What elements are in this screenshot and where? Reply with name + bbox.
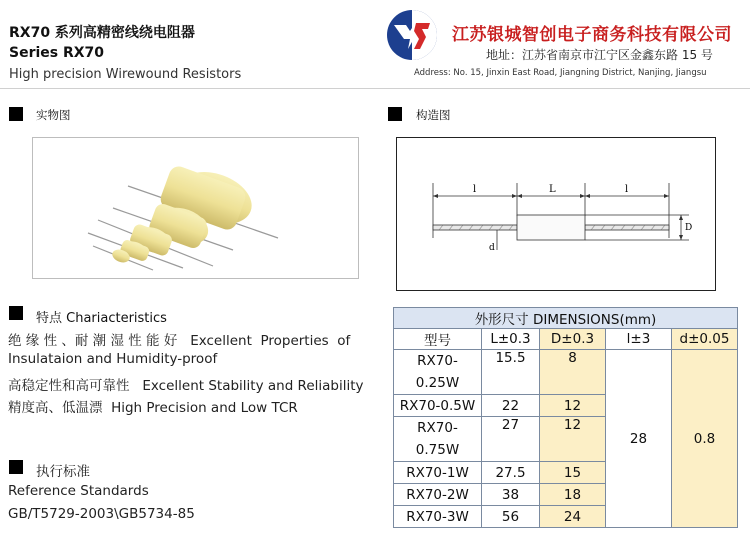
- structure-diagram: [396, 137, 716, 291]
- table-cell-D: 12: [540, 395, 606, 417]
- table-caption: 外形尺寸 DIMENSIONS(mm): [394, 308, 738, 329]
- dim-label-L: L: [549, 184, 556, 195]
- feature-line: 高稳定性和高可靠性 Excellent Stability and Reliability: [8, 378, 364, 394]
- dim-label-l: l: [473, 184, 477, 195]
- table-cell-L: 15.5: [482, 350, 540, 395]
- section-marker-icon: [9, 306, 23, 320]
- table-cell-model: RX70-2W: [394, 484, 482, 506]
- header-divider: [0, 88, 750, 89]
- standards-heading: 执行标准: [36, 464, 90, 480]
- table-cell-L: 27: [482, 417, 540, 462]
- product-photo: [32, 137, 359, 279]
- table-cell-model: RX70-0.5W: [394, 395, 482, 417]
- table-cell-L: 56: [482, 506, 540, 528]
- feature-line: 精度高、低温漂 High Precision and Low TCR: [8, 400, 298, 416]
- table-cell-model: RX70- 0.75W: [394, 417, 482, 462]
- table-cell-D: 18: [540, 484, 606, 506]
- photo-section-label: 实物图: [36, 108, 71, 122]
- feature-line: Insulataion and Humidity-proof: [8, 351, 218, 367]
- table-cell-D: 24: [540, 506, 606, 528]
- header-model: 型号: [394, 329, 482, 350]
- table-cell-model: RX70-3W: [394, 506, 482, 528]
- series-name: Series RX70: [9, 45, 105, 61]
- feature-line: 绝 缘 性 、耐 潮 湿 性 能 好 Excellent Properties of: [8, 333, 351, 349]
- page-title: RX70 系列高精密线绕电阻器: [9, 25, 195, 41]
- structure-section-label: 构造图: [416, 108, 451, 122]
- company-logo: [386, 9, 438, 61]
- table-cell-model: RX70-1W: [394, 462, 482, 484]
- section-marker-icon: [388, 107, 402, 121]
- table-cell-D: 12: [540, 417, 606, 462]
- page-subtitle: High precision Wirewound Resistors: [9, 67, 242, 82]
- standards-codes: GB/T5729-2003\GB5734-85: [8, 506, 195, 522]
- header-D: D±0.3: [540, 329, 606, 350]
- table-cell-model: RX70- 0.25W: [394, 350, 482, 395]
- structure-drawing: [397, 138, 715, 290]
- address-en: Address: No. 15, Jinxin East Road, Jiangning District, Nanjing, Jiangsu: [414, 68, 707, 78]
- dim-label-l2: l: [625, 184, 629, 195]
- dim-label-D: D: [685, 223, 693, 233]
- table-cell-D: 8: [540, 350, 606, 395]
- header-l: l±3: [606, 329, 672, 350]
- section-marker-icon: [9, 107, 23, 121]
- section-marker-icon: [9, 460, 23, 474]
- resistor-photo-illustration: [33, 138, 358, 278]
- standards-line: Reference Standards: [8, 483, 149, 499]
- header-L: L±0.3: [482, 329, 540, 350]
- dimensions-table: [393, 307, 738, 528]
- characteristics-heading: 特点 Chariacteristics: [36, 311, 167, 326]
- table-cell-L: 27.5: [482, 462, 540, 484]
- dim-label-d: d: [489, 243, 495, 253]
- table-cell-d-merged: 0.8: [672, 350, 738, 528]
- table-cell-D: 15: [540, 462, 606, 484]
- header-d: d±0.05: [672, 329, 738, 350]
- table-cell-L: 38: [482, 484, 540, 506]
- address-cn: 地址：江苏省南京市江宁区金鑫东路 15 号: [486, 48, 713, 62]
- table-cell-L: 22: [482, 395, 540, 417]
- company-name: 江苏银城智创电子商务科技有限公司: [452, 25, 732, 45]
- table-cell-l-merged: 28: [606, 350, 672, 528]
